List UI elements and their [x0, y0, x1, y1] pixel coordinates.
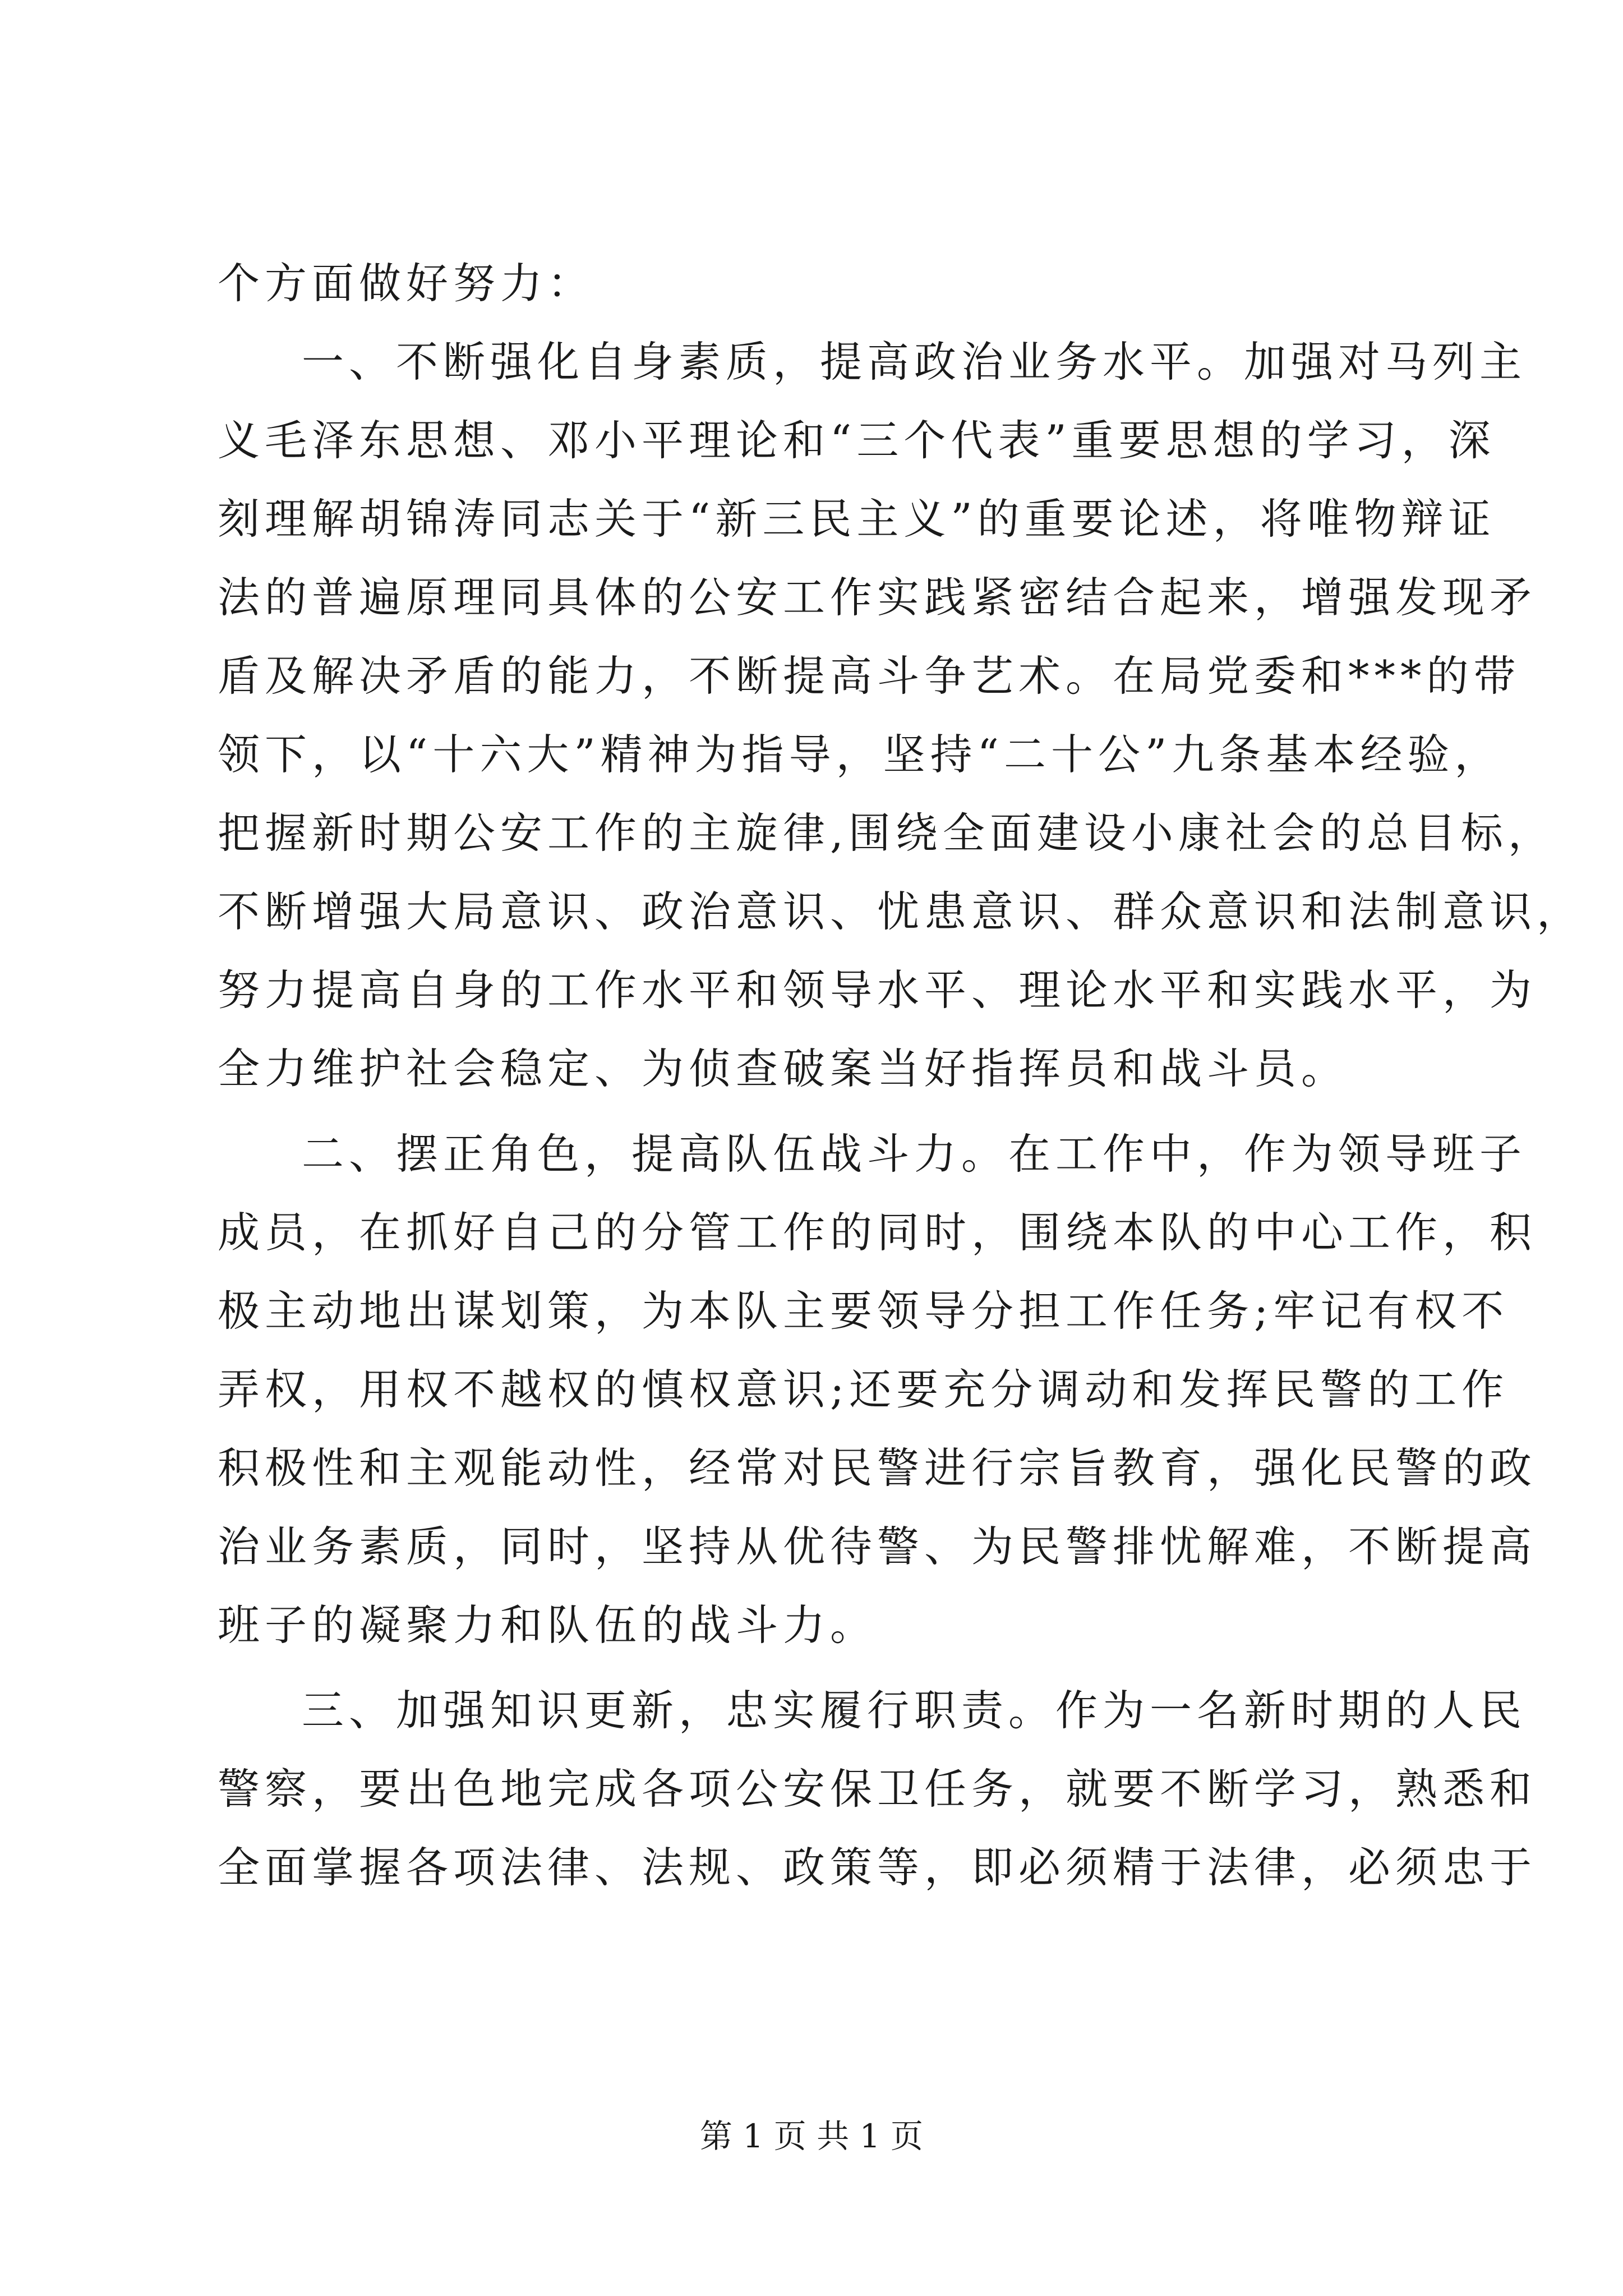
text-line: 刻理解胡锦涛同志关于“新三民主义”的重要论述，将唯物辩证 [218, 494, 1496, 544]
text-line: 积极性和主观能动性，经常对民警进行宗旨教育，强化民警的政 [218, 1443, 1537, 1493]
text-line: 弄权，用权不越权的慎权意识;还要充分调动和发挥民警的工作 [218, 1365, 1509, 1414]
paragraph-3-heading-line: 三、加强知识更新，忠实履行职责。作为一名新时期的人民 [302, 1686, 1527, 1735]
text-line: 治业务素质，同时，坚持从优待警、为民警排忧解难，不断提高 [218, 1522, 1537, 1571]
text-line: 义毛泽东思想、邓小平理论和“三个代表”重要思想的学习，深 [218, 416, 1496, 465]
text-line: 班子的凝聚力和队伍的战斗力。 [218, 1600, 878, 1650]
text-line: 盾及解决矛盾的能力，不断提高斗争艺术。在局党委和***的带 [218, 651, 1521, 701]
text-line: 极主动地出谋划策，为本队主要领导分担工作任务;牢记有权不 [218, 1286, 1509, 1336]
document-body [218, 244, 1584, 1907]
paragraph-2-heading-line: 二、摆正角色，提高队伍战斗力。在工作中，作为领导班子 [302, 1129, 1527, 1179]
paragraph-gap [218, 1664, 1418, 1671]
paragraph-gap [218, 1108, 1418, 1115]
text-line: 努力提高自身的工作水平和领导水平、理论水平和实践水平，为 [218, 965, 1537, 1015]
text-line: 个方面做好努力： [218, 259, 595, 308]
text-line: 成员，在抓好自己的分管工作的同时，围绕本队的中心工作，积 [218, 1208, 1537, 1257]
text-line: 全力维护社会稳定、为侦查破案当好指挥员和战斗员。 [218, 1044, 1349, 1093]
text-line: 不断增强大局意识、政治意识、忧患意识、群众意识和法制意识， [218, 887, 1584, 936]
paragraph-1-heading-line: 一、不断强化自身素质，提高政治业务水平。加强对马列主 [302, 337, 1527, 386]
text-line: 法的普遍原理同具体的公安工作实践紧密结合起来，增强发现矛 [218, 573, 1537, 622]
page-number-footer: 第 1 页 共 1 页 [700, 2117, 923, 2155]
text-line: 把握新时期公安工作的主旋律,围绕全面建设小康社会的总目标， [218, 808, 1555, 858]
text-line: 全面掌握各项法律、法规、政策等，即必须精于法律，必须忠于 [218, 1843, 1537, 1892]
text-line: 领下，以“十六大”精神为指导，坚持“二十公”九条基本经验， [218, 730, 1502, 779]
text-line: 警察，要出色地完成各项公安保卫任务，就要不断学习，熟悉和 [218, 1764, 1537, 1814]
